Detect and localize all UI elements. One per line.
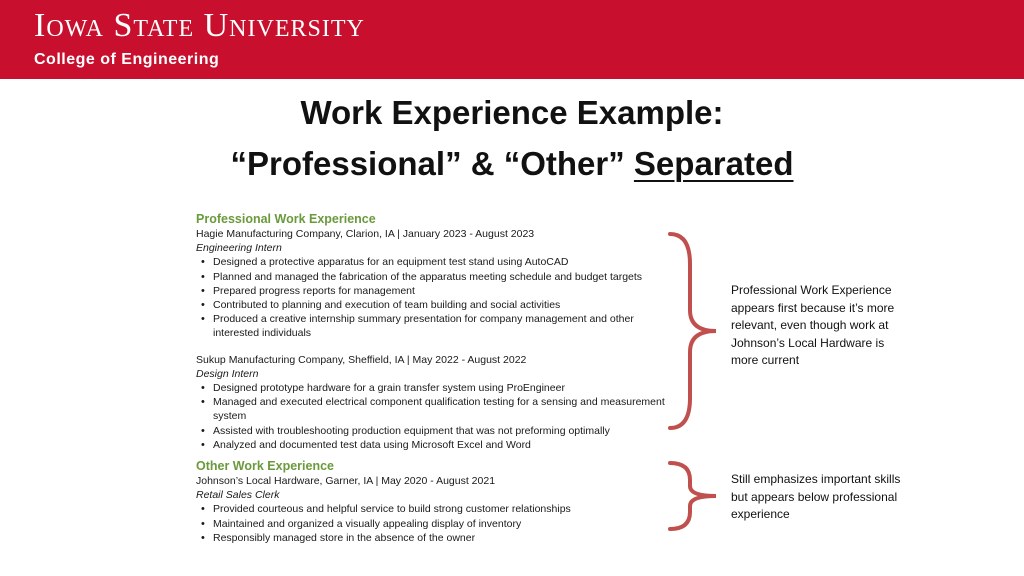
spacer <box>196 341 666 353</box>
slide-title-line1: Work Experience Example: <box>300 94 724 131</box>
note-other: Still emphasizes important skills but appears below professional experience <box>731 472 901 521</box>
title-underlined-word: Separated <box>633 145 794 182</box>
job-title: Design Intern <box>196 367 259 380</box>
note-professional: Professional Work Experience appears first because it’s more relevant, even though work at Johnson’s Local Hardware is more current <box>731 283 895 367</box>
job-company-line: Johnson’s Local Hardware, Garner, IA | May 2020 - August 2021 <box>196 475 496 488</box>
curly-brace-professional <box>664 228 726 434</box>
college-name: College of Engineering <box>34 51 220 68</box>
resume-excerpt <box>196 211 666 545</box>
bullet-item: • Provided courteous and helpful service to build strong customer relationships <box>213 502 666 516</box>
job-title: Engineering Intern <box>196 242 282 255</box>
job-bullets <box>196 255 666 340</box>
bullet-item: • Maintained and organized a visually appealing display of inventory <box>213 517 666 531</box>
header-banner <box>0 0 1024 79</box>
curly-brace-other <box>664 458 726 534</box>
section-heading-other: Other Work Experience <box>196 459 335 474</box>
bullet-item: • Analyzed and documented test data using Microsoft Excel and Word <box>213 438 666 452</box>
bullet-item: • Managed and executed electrical component qualification testing for a sensing and measurement system <box>213 395 666 423</box>
bullet-item: • Produced a creative internship summary presentation for company management and other interested individuals <box>213 312 666 340</box>
bullet-item: • Contributed to planning and execution of team building and social activities <box>213 298 666 312</box>
bullet-item: • Planned and managed the fabrication of the apparatus meeting schedule and budget targets <box>213 270 666 284</box>
job-company-line: Sukup Manufacturing Company, Sheffield, IA | May 2022 - August 2022 <box>196 353 527 366</box>
bullet-item: • Prepared progress reports for management <box>213 284 666 298</box>
section-heading-professional: Professional Work Experience <box>196 212 376 226</box>
university-logo-text: Iowa State University <box>34 7 365 44</box>
slide-title-line2 <box>0 145 1024 183</box>
job-bullets <box>196 502 666 545</box>
job-company-line: Hagie Manufacturing Company, Clarion, IA | January 2023 - August 2023 <box>196 228 535 240</box>
bullet-item: • Designed prototype hardware for a grain transfer system using ProEngineer <box>213 381 666 395</box>
job-bullets <box>196 381 666 452</box>
bullet-item: • Responsibly managed store in the absence of the owner <box>213 531 666 545</box>
bullet-item: • Assisted with troubleshooting production equipment that was not preforming optimally <box>213 424 666 438</box>
bullet-item: • Designed a protective apparatus for an equipment test stand using AutoCAD <box>213 255 666 269</box>
job-title: Retail Sales Clerk <box>196 489 280 502</box>
title-prefix: “Professional” & “Other” <box>230 145 634 182</box>
